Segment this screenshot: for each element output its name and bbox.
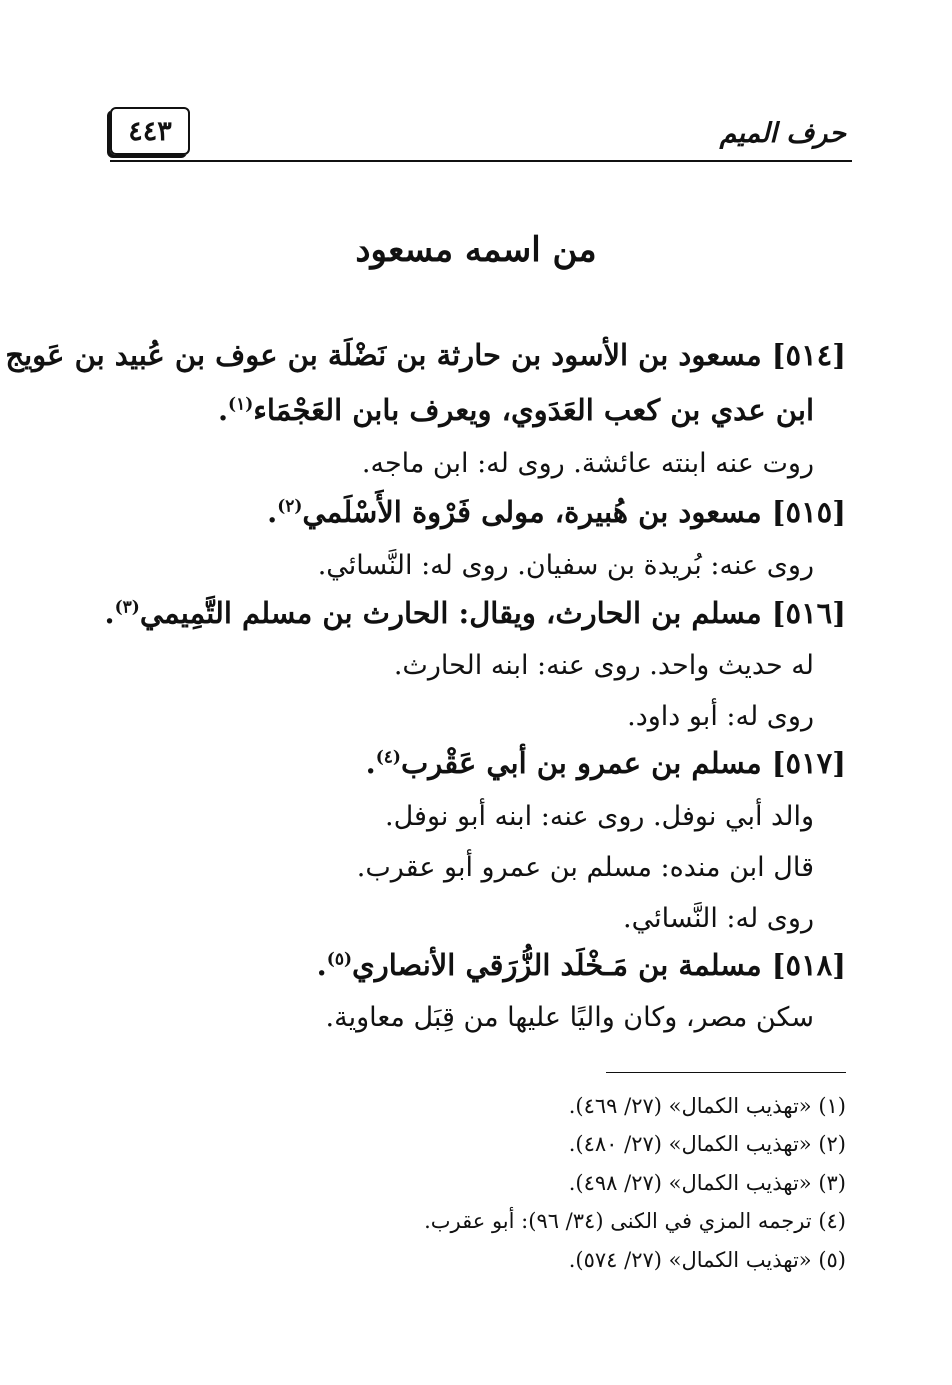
entry-516-heading: [٥١٦] مسلم بن الحارث، ويقال: الحارث بن مسلم التَّمِيمي$^{(٣)}$. — [104, 596, 846, 630]
entry-517-line-2: قال ابن منده: مسلم بن عمرو أبو عقرب. — [356, 852, 814, 883]
section-title: من اسمه مسعود — [355, 230, 597, 270]
footnote-5: (٥) «تهذيب الكمال» (٢٧/ ٥٧٤). — [568, 1248, 846, 1272]
entry-514-heading-line1: [٥١٤] مسعود بن الأسود بن حارثة بن نَضْلَة بن عوف بن عُبيد بن عَويج — [5, 338, 846, 372]
footnote-ref-4: (٤) — [375, 747, 401, 768]
entry-518-line-1: سكن مصر، وكان واليًا عليها من قِبَل معاوية. — [325, 1002, 814, 1033]
entry-516-heading-text: [٥١٦] مسلم بن الحارث، ويقال: الحارث بن مسلم التَّمِيمي — [139, 596, 846, 630]
footnote-1: (١) «تهذيب الكمال» (٢٧/ ٤٦٩). — [568, 1094, 846, 1118]
footnote-rule — [606, 1072, 846, 1073]
footnote-2: (٢) «تهذيب الكمال» (٢٧/ ٤٨٠). — [568, 1132, 846, 1156]
footnote-3: (٣) «تهذيب الكمال» (٢٧/ ٤٩٨). — [568, 1171, 846, 1195]
entry-514-heading-line2: ابن عدي بن كعب العَدَوي، ويعرف بابن العَجْمَاء$^{(١)}$. — [217, 393, 814, 427]
entry-518-heading-text: [٥١٨] مسلمة بن مَـخْلَد الزُّرَقي الأنصاري — [352, 948, 846, 982]
entry-517-heading: [٥١٧] مسلم بن عمرو بن أبي عَقْرب$^{(٤)}$. — [365, 746, 846, 780]
page-number: ٤٤٣ — [110, 107, 190, 155]
entry-515-heading: [٥١٥] مسعود بن هُبيرة، مولى فَرْوة الأَسْلَمي$^{(٢)}$. — [267, 495, 846, 529]
entry-515-heading-text: [٥١٥] مسعود بن هُبيرة، مولى فَرْوة الأَسْلَمي — [302, 495, 846, 529]
entry-516-line-2: روى له: أبو داود. — [627, 701, 814, 732]
footnote-ref-1: (١) — [228, 394, 254, 415]
entry-514-heading-text: ابن عدي بن كعب العَدَوي، ويعرف بابن العَجْمَاء — [253, 393, 814, 427]
entry-517-heading-text: [٥١٧] مسلم بن عمرو بن أبي عَقْرب — [400, 746, 846, 780]
entry-516-line-1: له حديث واحد. روى عنه: ابنه الحارث. — [393, 650, 814, 681]
running-head: حرف الميم — [719, 118, 846, 149]
entry-515-line-1: روى عنه: بُريدة بن سفيان. روى له: النَّسائي. — [317, 550, 814, 581]
footnote-ref-5: (٥) — [326, 949, 352, 970]
footnote-4: (٤) ترجمه المزي في الكنى (٣٤/ ٩٦): أبو عقرب. — [424, 1209, 846, 1233]
entry-518-heading: [٥١٨] مسلمة بن مَـخْلَد الزُّرَقي الأنصاري$^{(٥)}$. — [316, 948, 846, 982]
entry-517-line-1: والد أبي نوفل. روى عنه: ابنه أبو نوفل. — [385, 801, 814, 832]
entry-517-line-3: روى له: النَّسائي. — [623, 903, 814, 934]
entry-514-line-1: روت عنه ابنته عائشة. روى له: ابن ماجه. — [361, 448, 814, 479]
footnote-ref-3: (٣) — [114, 597, 140, 618]
footnote-ref-2: (٢) — [277, 496, 303, 517]
header-rule — [110, 160, 852, 162]
